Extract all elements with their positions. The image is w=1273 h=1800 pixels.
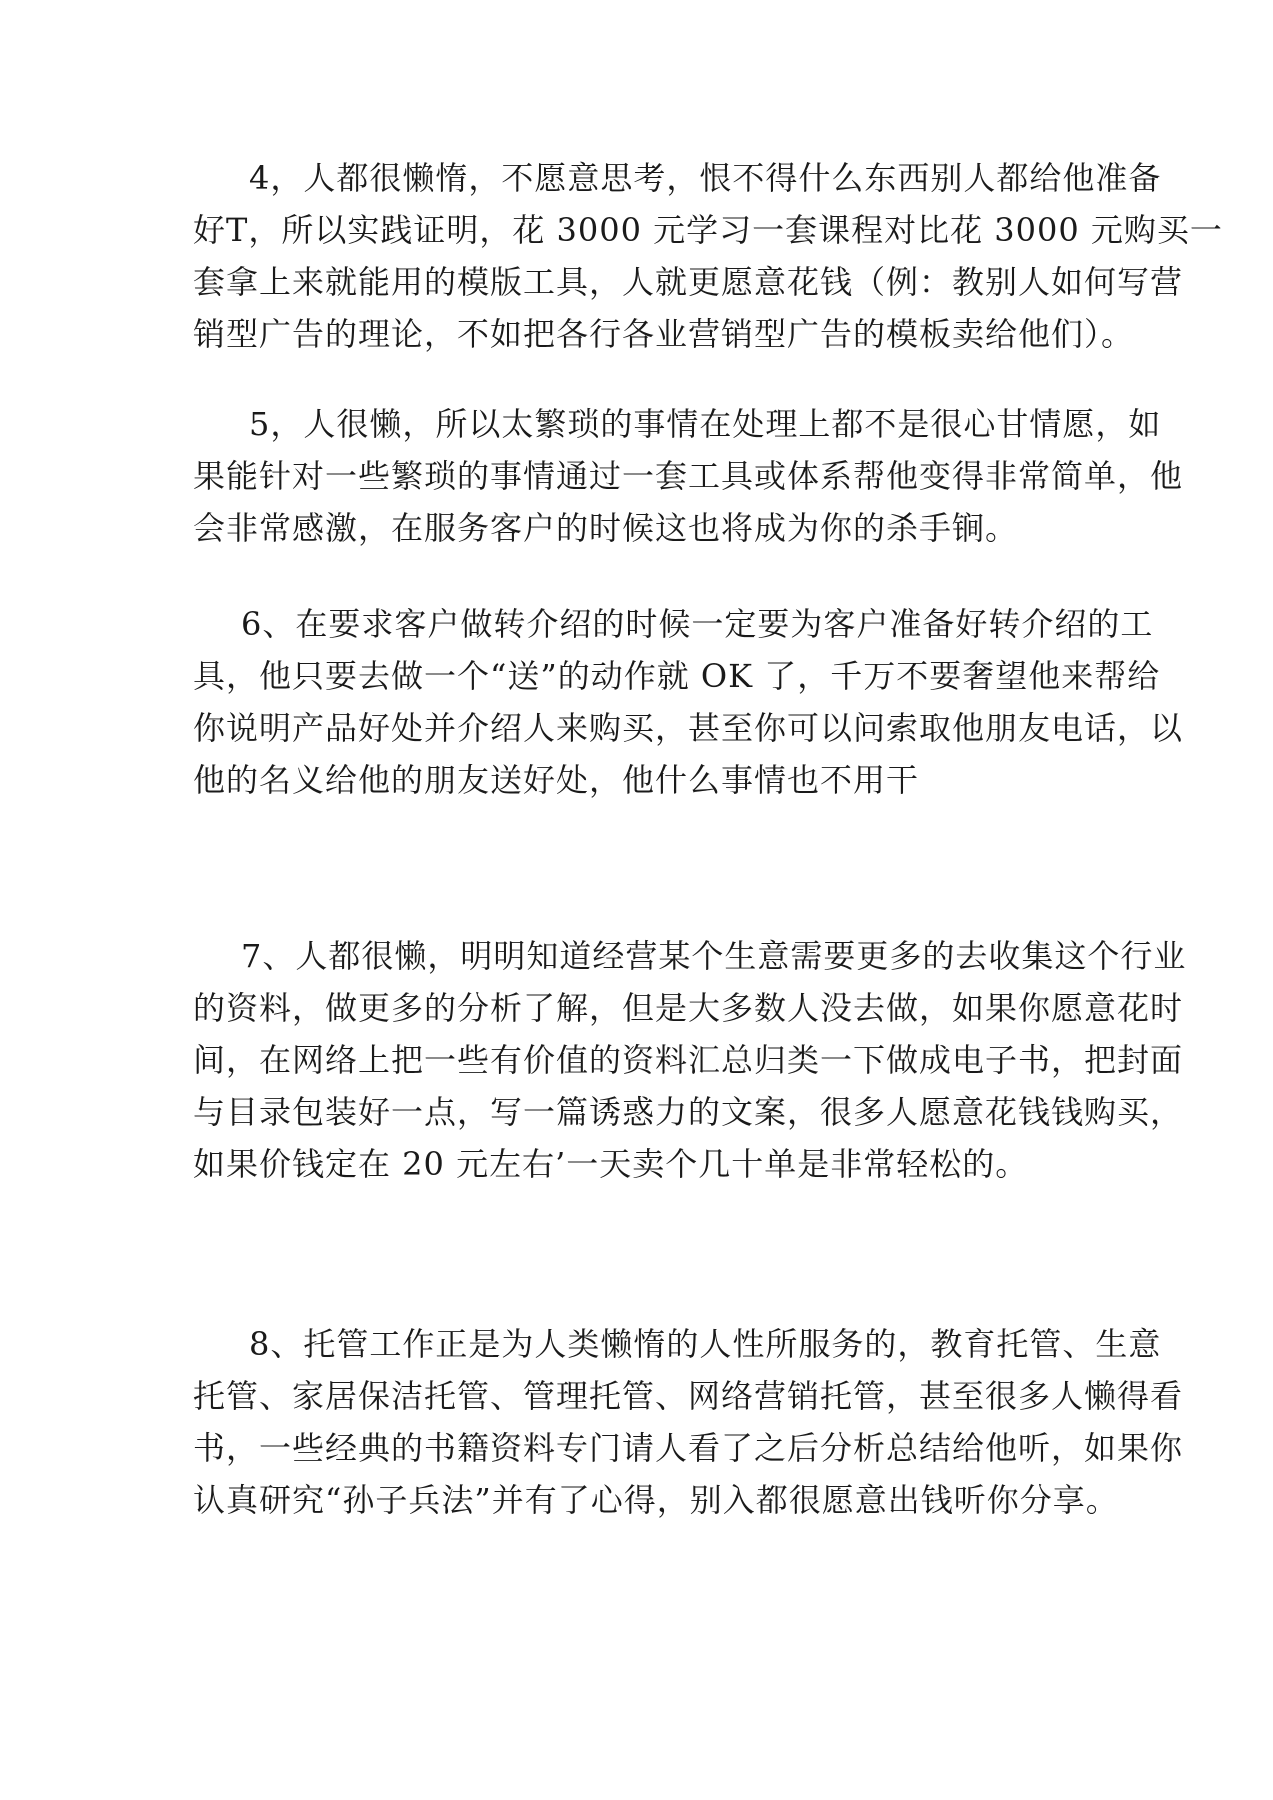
paragraph-7	[193, 930, 1187, 1190]
paragraph-line: 你说明产品好处并介绍人来购买，甚至你可以问索取他朋友电话，以	[193, 709, 1184, 747]
paragraph-line: 书，一些经典的书籍资料专门请人看了之后分析总结给他听，如果你	[193, 1429, 1184, 1467]
paragraph-line: 套拿上来就能用的模版工具，人就更愿意花钱（例：教别人如何写营	[193, 263, 1184, 301]
paragraph-line: 与目录包装好一点，写一篇诱惑力的文案，很多人愿意花钱钱购买，	[193, 1093, 1184, 1131]
paragraph-line: 会非常感激，在服务客户的时候这也将成为你的杀手锏。	[193, 509, 1019, 547]
paragraph-line: 间，在网络上把一些有价值的资料汇总归类一下做成电子书，把封面	[193, 1041, 1184, 1079]
paragraph-line: 认真研究“孙子兵法”并有了心得，别入都很愿意出钱听你分享。	[193, 1481, 1119, 1519]
paragraph-line: 7、人都很懒，明明知道经营某个生意需要更多的去收集这个行业	[241, 937, 1187, 975]
paragraph-8	[193, 1318, 1184, 1526]
paragraph-line: 销型广告的理论，不如把各行各业营销型广告的模板卖给他们）。	[193, 315, 1135, 353]
paragraph-line: 5，人很懒，所以太繁琐的事情在处理上都不是很心甘情愿，如	[249, 405, 1162, 443]
paragraph-6	[193, 598, 1184, 806]
paragraph-line: 如果价钱定在 20 元左右’一天卖个几十单是非常轻松的。	[193, 1145, 1029, 1183]
paragraph-line: 具，他只要去做一个“送”的动作就 OK 了，千万不要奢望他来帮给	[193, 657, 1161, 695]
paragraph-line: 果能针对一些繁琐的事情通过一套工具或体系帮他变得非常简单，他	[193, 457, 1184, 495]
paragraph-4	[193, 152, 1223, 360]
paragraph-line: 的资料，做更多的分析了解，但是大多数人没去做，如果你愿意花时	[193, 989, 1184, 1027]
paragraph-line: 8、托管工作正是为人类懒惰的人性所服务的，教育托管、生意	[249, 1325, 1162, 1363]
paragraph-line: 6、在要求客户做转介绍的时候一定要为客户准备好转介绍的工	[241, 605, 1154, 643]
paragraph-line: 他的名义给他的朋友送好处，他什么事情也不用干	[193, 761, 920, 799]
paragraph-line: 好T，所以实践证明，花 3000 元学习一套课程对比花 3000 元购买一	[193, 211, 1223, 249]
paragraph-5	[193, 398, 1184, 554]
paragraph-line: 4，人都很懒惰，不愿意思考，恨不得什么东西别人都给他准备	[249, 159, 1162, 197]
paragraph-line: 托管、家居保洁托管、管理托管、网络营销托管，甚至很多人懒得看	[193, 1377, 1184, 1415]
